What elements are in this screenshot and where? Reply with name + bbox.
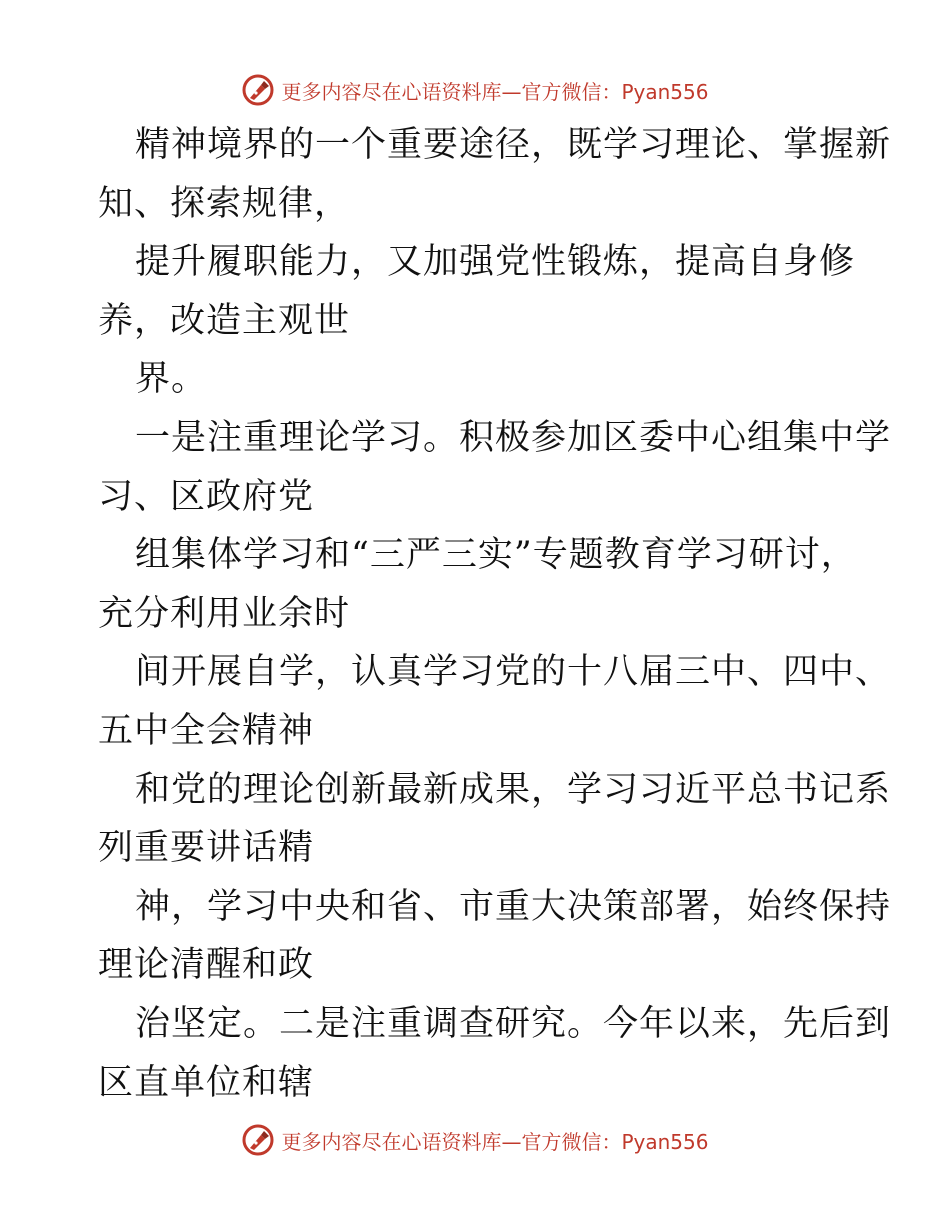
text-line: 理论清醒和政 <box>98 945 315 986</box>
header-banner <box>0 70 950 110</box>
pen-nib-logo-icon <box>241 73 275 107</box>
header-banner-text: 更多内容尽在心语资料库—官方微信：Pyan556 <box>281 79 709 104</box>
text-line: 组集体学习和“三严三实”专题教育学习研讨， <box>135 535 857 576</box>
text-line: 养，改造主观世 <box>98 300 351 341</box>
text-line: 知、探索规律， <box>98 183 351 224</box>
text-line: 一是注重理论学习。积极参加区委中心组集中学 <box>135 417 892 458</box>
document-body <box>98 116 892 1112</box>
text-line: 充分利用业余时 <box>98 593 351 634</box>
text-line: 列重要讲话精 <box>98 828 315 869</box>
text-line: 神，学习中央和省、市重大决策部署，始终保持 <box>135 886 892 927</box>
footer-banner-text: 更多内容尽在心语资料库—官方微信：Pyan556 <box>281 1129 709 1154</box>
text-line: 五中全会精神 <box>98 710 315 751</box>
text-line: 治坚定。二是注重调查研究。今年以来，先后到 <box>135 1003 892 1044</box>
footer-banner <box>0 1120 950 1160</box>
text-line: 习、区政府党 <box>98 476 315 517</box>
text-line: 精神境界的一个重要途径，既学习理论、掌握新 <box>135 125 892 165</box>
text-line: 和党的理论创新最新成果，学习习近平总书记系 <box>135 769 892 810</box>
text-line: 提升履职能力，又加强党性锻炼，提高自身修 <box>135 242 856 283</box>
pen-nib-logo-icon <box>241 1123 275 1157</box>
text-line: 间开展自学，认真学习党的十八届三中、四中、 <box>135 652 892 693</box>
text-line: 界。 <box>135 359 208 400</box>
text-line: 区直单位和辖 <box>98 1062 315 1103</box>
